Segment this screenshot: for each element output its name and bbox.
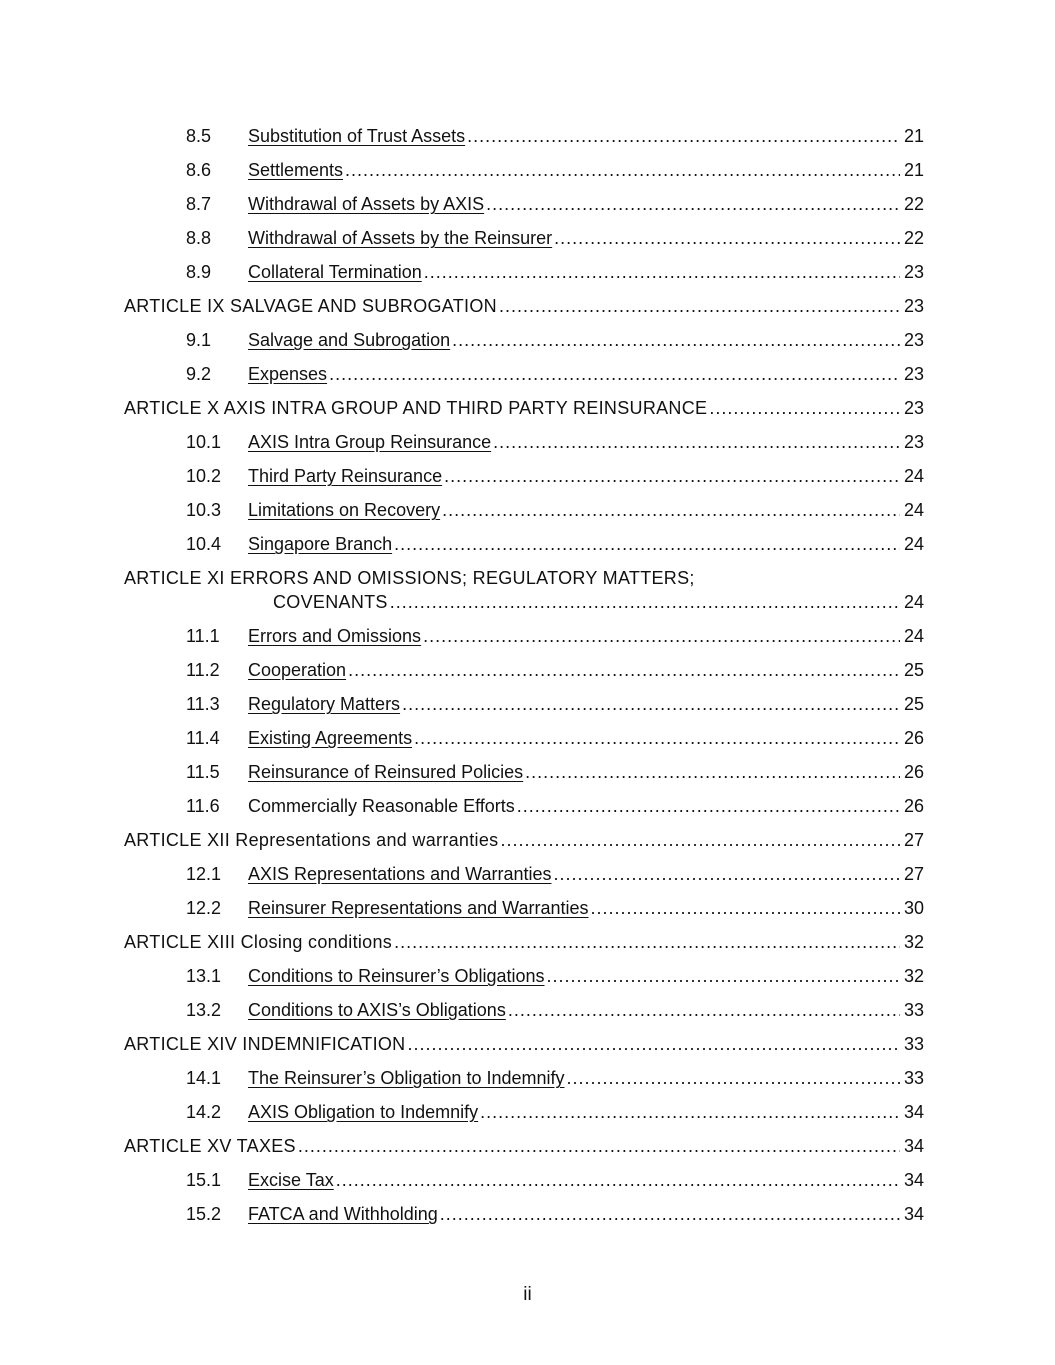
page-number: 34	[903, 1102, 924, 1122]
toc-section-entry[interactable]	[124, 226, 924, 260]
section-title-link[interactable]: Substitution of Trust Assets	[248, 126, 466, 146]
toc-section-entry[interactable]	[124, 260, 924, 294]
toc-section-entry[interactable]	[124, 328, 924, 362]
dot-leader	[480, 1100, 900, 1124]
article-title[interactable]: ARTICLE X AXIS INTRA GROUP AND THIRD PARTY REINSURANCE	[124, 398, 708, 418]
dot-leader	[423, 624, 900, 648]
toc-section-entry[interactable]	[124, 964, 924, 998]
section-number: 9.1	[186, 330, 212, 350]
page-number: 21	[903, 160, 924, 180]
dot-leader	[394, 532, 900, 556]
section-number: 14.2	[186, 1102, 222, 1122]
section-number: 11.2	[186, 660, 220, 680]
dot-leader	[554, 862, 900, 886]
section-title-link[interactable]: Errors and Omissions	[248, 626, 422, 646]
dot-leader	[591, 896, 900, 920]
dot-leader	[508, 998, 900, 1022]
toc-article-entry[interactable]	[124, 1134, 924, 1168]
section-number: 11.6	[186, 796, 220, 816]
toc-section-entry[interactable]	[124, 658, 924, 692]
toc-article-entry[interactable]	[124, 1032, 924, 1066]
dot-leader	[390, 590, 900, 614]
section-number: 12.1	[186, 864, 222, 884]
section-number: 8.6	[186, 160, 212, 180]
dot-leader	[424, 260, 900, 284]
section-title-link[interactable]: Cooperation	[248, 660, 347, 680]
toc-article-entry[interactable]	[124, 828, 924, 862]
section-title-link[interactable]: Regulatory Matters	[248, 694, 401, 714]
section-title-link[interactable]: AXIS Obligation to Indemnify	[248, 1102, 479, 1122]
dot-leader	[525, 760, 900, 784]
page-number: 22	[903, 194, 924, 214]
section-number: 11.1	[186, 626, 220, 646]
article-title-continued[interactable]: COVENANTS	[273, 592, 388, 612]
page-number: ii	[523, 1284, 532, 1305]
page-number: 34	[903, 1170, 924, 1190]
dot-leader	[442, 498, 900, 522]
section-number: 13.1	[186, 966, 222, 986]
page-number: 32	[903, 932, 924, 952]
page-number: 23	[903, 330, 924, 350]
page-number: 23	[903, 398, 924, 418]
toc-section-entry[interactable]	[124, 1202, 924, 1236]
section-number: 11.5	[186, 762, 220, 782]
section-title-link[interactable]: Conditions to AXIS’s Obligations	[248, 1000, 506, 1020]
section-title-link[interactable]: Settlements	[248, 160, 344, 180]
page-number: 27	[903, 830, 924, 850]
section-number: 11.3	[186, 694, 220, 714]
page-number: 34	[903, 1136, 924, 1156]
page-number: 26	[903, 762, 924, 782]
section-title-link[interactable]: Limitations on Recovery	[248, 500, 441, 520]
page-number: 26	[903, 728, 924, 748]
dot-leader	[407, 1032, 900, 1056]
section-number: 10.1	[186, 432, 222, 452]
dot-leader	[547, 964, 900, 988]
page-number: 30	[903, 898, 924, 918]
page-number: 24	[903, 534, 924, 554]
toc-section-entry[interactable]	[124, 192, 924, 226]
section-title-link[interactable]: AXIS Intra Group Reinsurance	[248, 432, 492, 452]
page-number: 32	[903, 966, 924, 986]
section-title-link[interactable]: Salvage and Subrogation	[248, 330, 451, 350]
page-number: 23	[903, 296, 924, 316]
toc-section-entry[interactable]	[124, 430, 924, 464]
toc-article-entry[interactable]	[124, 294, 924, 328]
page-number: 22	[903, 228, 924, 248]
dot-leader	[345, 158, 900, 182]
page-number: 33	[903, 1034, 924, 1054]
article-title[interactable]: ARTICLE XV TAXES	[124, 1136, 296, 1156]
dot-leader	[709, 396, 900, 420]
page-number: 34	[903, 1204, 924, 1224]
article-title[interactable]: ARTICLE XIII Closing conditions	[124, 932, 393, 952]
page-number: 26	[903, 796, 924, 816]
section-title-link[interactable]: Reinsurer Representations and Warranties	[248, 898, 589, 918]
section-number: 8.5	[186, 126, 212, 146]
page-number: 24	[903, 592, 924, 612]
page-number: 23	[903, 364, 924, 384]
toc-section-entry[interactable]	[124, 1168, 924, 1202]
page-number: 24	[903, 500, 924, 520]
section-title-link[interactable]: FATCA and Withholding	[248, 1204, 438, 1224]
toc-section-entry[interactable]	[124, 760, 924, 794]
section-title-link[interactable]: Reinsurance of Reinsured Policies	[248, 762, 524, 782]
section-number: 12.2	[186, 898, 222, 918]
toc-section-entry[interactable]	[124, 692, 924, 726]
page-number: 33	[903, 1068, 924, 1088]
section-title-link[interactable]: Third Party Reinsurance	[248, 466, 443, 486]
toc-article-entry[interactable]	[124, 930, 924, 964]
toc-section-entry[interactable]	[124, 1100, 924, 1134]
section-title-link[interactable]: Commercially Reasonable Efforts	[248, 796, 515, 816]
dot-leader	[493, 430, 900, 454]
page-number: 27	[903, 864, 924, 884]
section-number: 10.4	[186, 534, 222, 554]
section-title-link[interactable]: Withdrawal of Assets by the Reinsurer	[248, 228, 553, 248]
section-number: 10.2	[186, 466, 222, 486]
toc-section-entry[interactable]	[124, 464, 924, 498]
toc-section-entry[interactable]	[124, 124, 924, 158]
section-number: 15.1	[186, 1170, 222, 1190]
page-number: 24	[903, 626, 924, 646]
dot-leader	[467, 124, 900, 148]
section-title-link[interactable]: Collateral Termination	[248, 262, 422, 282]
toc-article-entry[interactable]	[124, 396, 924, 430]
section-number: 14.1	[186, 1068, 222, 1088]
page-number: 24	[903, 466, 924, 486]
section-number: 8.7	[186, 194, 212, 214]
dot-leader	[414, 726, 900, 750]
dot-leader	[440, 1202, 900, 1226]
section-title-link[interactable]: Conditions to Reinsurer’s Obligations	[248, 966, 545, 986]
dot-leader	[500, 828, 900, 852]
section-number: 8.9	[186, 262, 212, 282]
section-title-link[interactable]: Expenses	[248, 364, 328, 384]
toc-section-entry[interactable]	[124, 896, 924, 930]
toc-section-entry[interactable]	[124, 498, 924, 532]
table-of-contents	[124, 124, 924, 1236]
page-number: 25	[903, 694, 924, 714]
page-number: 21	[903, 126, 924, 146]
toc-section-entry[interactable]	[124, 862, 924, 896]
toc-section-entry[interactable]	[124, 1066, 924, 1100]
toc-section-entry[interactable]	[124, 794, 924, 828]
dot-leader	[336, 1168, 900, 1192]
section-number: 10.3	[186, 500, 222, 520]
page-number: 25	[903, 660, 924, 680]
section-number: 8.8	[186, 228, 212, 248]
section-number: 11.4	[186, 728, 220, 748]
article-title[interactable]: ARTICLE XI ERRORS AND OMISSIONS; REGULATORY MATTERS;	[124, 568, 695, 588]
section-title-link[interactable]: AXIS Representations and Warranties	[248, 864, 552, 884]
section-number: 9.2	[186, 364, 212, 384]
dot-leader	[394, 930, 900, 954]
dot-leader	[499, 294, 900, 318]
section-number: 15.2	[186, 1204, 222, 1224]
toc-section-entry[interactable]	[124, 726, 924, 760]
dot-leader	[567, 1066, 900, 1090]
page-number: 23	[903, 432, 924, 452]
dot-leader	[554, 226, 900, 250]
page-number: 23	[903, 262, 924, 282]
toc-section-entry[interactable]	[124, 532, 924, 566]
article-title[interactable]: ARTICLE XIV INDEMNIFICATION	[124, 1034, 406, 1054]
section-title-link[interactable]: Excise Tax	[248, 1170, 334, 1190]
page-number: 33	[903, 1000, 924, 1020]
dot-leader	[329, 362, 900, 386]
section-number: 13.2	[186, 1000, 222, 1020]
dot-leader	[452, 328, 900, 352]
section-title-link[interactable]: The Reinsurer’s Obligation to Indemnify	[248, 1068, 565, 1088]
dot-leader	[444, 464, 900, 488]
toc-article-entry[interactable]	[124, 566, 924, 624]
section-title-link[interactable]: Withdrawal of Assets by AXIS	[248, 194, 485, 214]
dot-leader	[402, 692, 900, 716]
article-title[interactable]: ARTICLE XII Representations and warranties	[124, 830, 499, 850]
section-title-link[interactable]: Singapore Branch	[248, 534, 393, 554]
dot-leader	[348, 658, 900, 682]
dot-leader	[486, 192, 900, 216]
toc-section-entry[interactable]	[124, 362, 924, 396]
article-title[interactable]: ARTICLE IX SALVAGE AND SUBROGATION	[124, 296, 497, 316]
dot-leader	[517, 794, 900, 818]
dot-leader	[298, 1134, 900, 1158]
toc-section-entry[interactable]	[124, 624, 924, 658]
section-title-link[interactable]: Existing Agreements	[248, 728, 413, 748]
toc-section-entry[interactable]	[124, 998, 924, 1032]
toc-section-entry[interactable]	[124, 158, 924, 192]
